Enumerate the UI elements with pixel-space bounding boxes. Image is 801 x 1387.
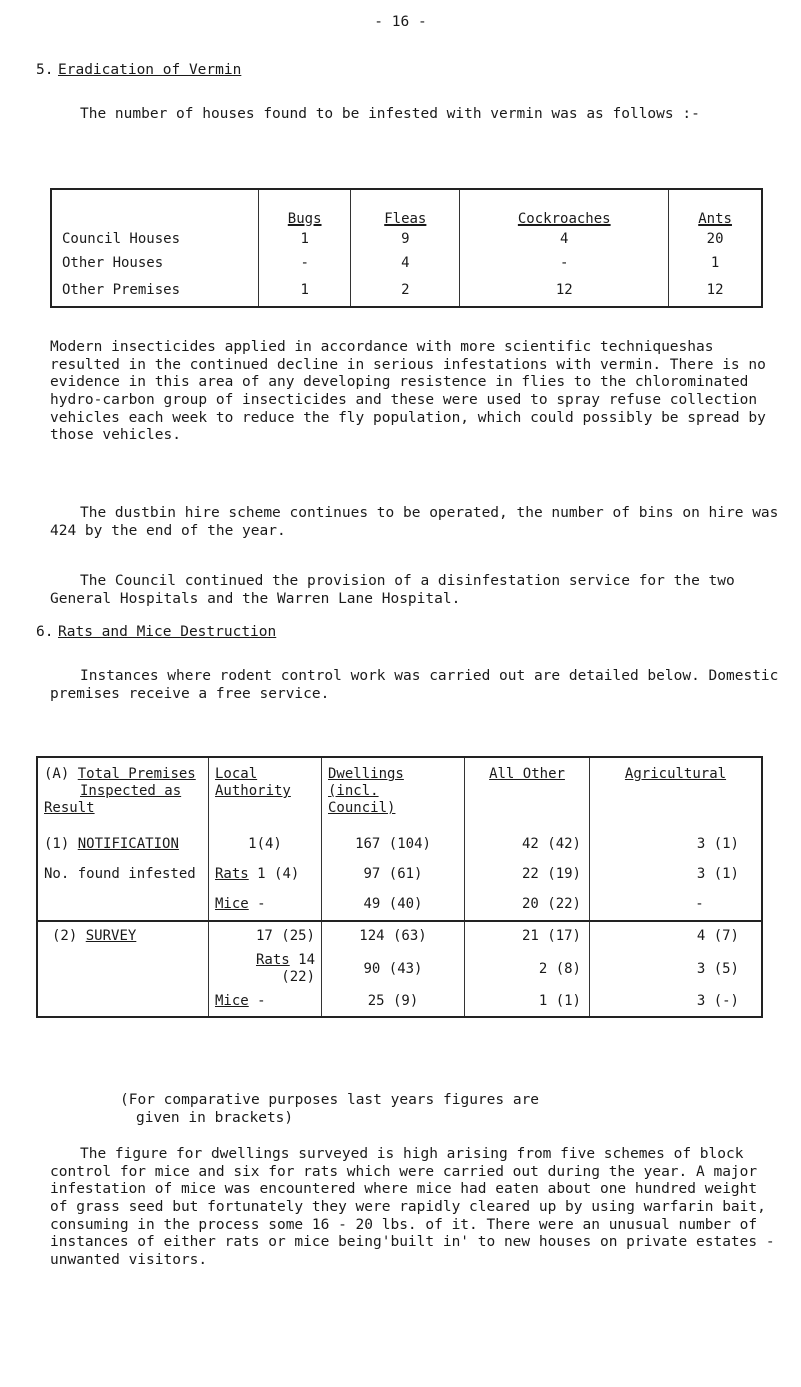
cell: 17 (25) (209, 921, 322, 952)
table-row (51, 276, 762, 307)
cell (37, 952, 209, 986)
cell: 1 (259, 276, 351, 307)
table-row (51, 252, 762, 276)
cell: 3 (1) (590, 830, 763, 860)
section-5-paragraph-1: Modern insecticides applied in accordance with more scientific techniqueshas resulted in the continued decline in serious infestations with vermin. There is no evidence in this area of any developing resistence in flies to the chlorominated hydro-carbon group of insecticides and these were used to spray refuse collection vehicles each week to reduce the fly population, which could possibly be spread by those vehicles. (50, 339, 766, 444)
cell: 90 (43) (322, 952, 465, 986)
cell: 20 (22) (465, 890, 590, 921)
cell: 4 (460, 228, 669, 252)
cell: 21 (17) (465, 921, 590, 952)
section-5-heading (36, 62, 241, 80)
cell: 12 (460, 276, 669, 307)
cell: 124 (63) (322, 921, 465, 952)
table-row (37, 890, 762, 921)
vermin-header-ants: Ants (669, 189, 762, 228)
rodent-table-header (37, 757, 762, 830)
cell: 3 (-) (590, 986, 763, 1017)
cell: 25 (9) (322, 986, 465, 1017)
header-dwellings: Dwellings (incl. Council) (322, 757, 465, 830)
table-row (37, 986, 762, 1017)
cell: 1 (669, 252, 762, 276)
row-label: Other Premises (51, 276, 259, 307)
table-row (37, 921, 762, 952)
table-row (51, 228, 762, 252)
section-6-closing-paragraph: The figure for dwellings surveyed is high arising from five schemes of block control for mice and six for rats which were carried out during the year. A major infestation of mice was encountered where mice had eaten about one hundred weight of grass seed but fortunately they were rapidly cleared up by using warfarin bait, consuming in the process some 16 - 20 lbs. of it. There were an unusual number of instances of either rats or mice being'built in' to new houses on private estates - unwanted visitors. (50, 1146, 775, 1269)
cell: - (460, 252, 669, 276)
vermin-header-bugs: Bugs (259, 189, 351, 228)
cell: 167 (104) (322, 830, 465, 860)
cell: 1 (259, 228, 351, 252)
section-5-intro: The number of houses found to be infested with vermin was as follows :- (80, 106, 700, 122)
cell: 2 (351, 276, 460, 307)
rodent-table (36, 756, 763, 1018)
table-row (37, 860, 762, 890)
cell: 4 (351, 252, 460, 276)
cell: Mice - (209, 986, 322, 1017)
notification-label: (1) NOTIFICATION (44, 836, 179, 853)
vermin-header-cockroaches: Cockroaches (460, 189, 669, 228)
cell: - (259, 252, 351, 276)
section-5-number: 5. (36, 62, 54, 78)
table-row (37, 830, 762, 860)
cell: 20 (669, 228, 762, 252)
vermin-header-blank (51, 189, 259, 228)
section-6-number: 6. (36, 624, 54, 640)
cell: 1(4) (209, 830, 322, 860)
vermin-table-header (51, 189, 762, 228)
cell: 97 (61) (322, 860, 465, 890)
cell: Rats 1 (4) (209, 860, 322, 890)
cell: 42 (42) (465, 830, 590, 860)
cell: 3 (1) (590, 860, 763, 890)
table-row (37, 952, 762, 986)
header-all-other: All Other (465, 757, 590, 830)
cell: 4 (7) (590, 921, 763, 952)
vermin-table (50, 188, 763, 308)
found-infested-label: No. found infested (44, 866, 196, 883)
comparative-note: (For comparative purposes last years figures are given in brackets) (120, 1092, 540, 1126)
header-local-authority: Local Authority (209, 757, 322, 830)
section-5-title: Eradication of Vermin (58, 62, 242, 78)
cell: 22 (19) (465, 860, 590, 890)
header-agricultural: Agricultural (590, 757, 763, 830)
cell: 2 (8) (465, 952, 590, 986)
survey-label: (2) SURVEY (37, 921, 209, 952)
row-label: Council Houses (51, 228, 259, 252)
row-label: Other Houses (51, 252, 259, 276)
cell: 12 (669, 276, 762, 307)
cell: 49 (40) (322, 890, 465, 921)
section-6-title: Rats and Mice Destruction (58, 624, 277, 640)
vermin-header-fleas: Fleas (351, 189, 460, 228)
cell (37, 890, 209, 921)
cell: 3 (5) (590, 952, 763, 986)
section-5-paragraph-2: The dustbin hire scheme continues to be operated, the number of bins on hire was 424 by the end of the year. (50, 505, 779, 539)
section-6-intro: Instances where rodent control work was carried out are detailed below. Domestic premises receive a free service. (50, 668, 779, 702)
section-6-heading (36, 624, 276, 642)
header-total-premises: (A) Total Premises Inspected as Result (44, 766, 196, 817)
cell: - (590, 890, 763, 921)
cell: 9 (351, 228, 460, 252)
page-number: - 16 - (374, 14, 427, 30)
cell: Rats 14 (22) (209, 952, 322, 986)
cell: 1 (1) (465, 986, 590, 1017)
cell: Mice - (209, 890, 322, 921)
section-5-paragraph-3: The Council continued the provision of a disinfestation service for the two General Hospitals and the Warren Lane Hospital. (50, 573, 735, 607)
cell (37, 986, 209, 1017)
